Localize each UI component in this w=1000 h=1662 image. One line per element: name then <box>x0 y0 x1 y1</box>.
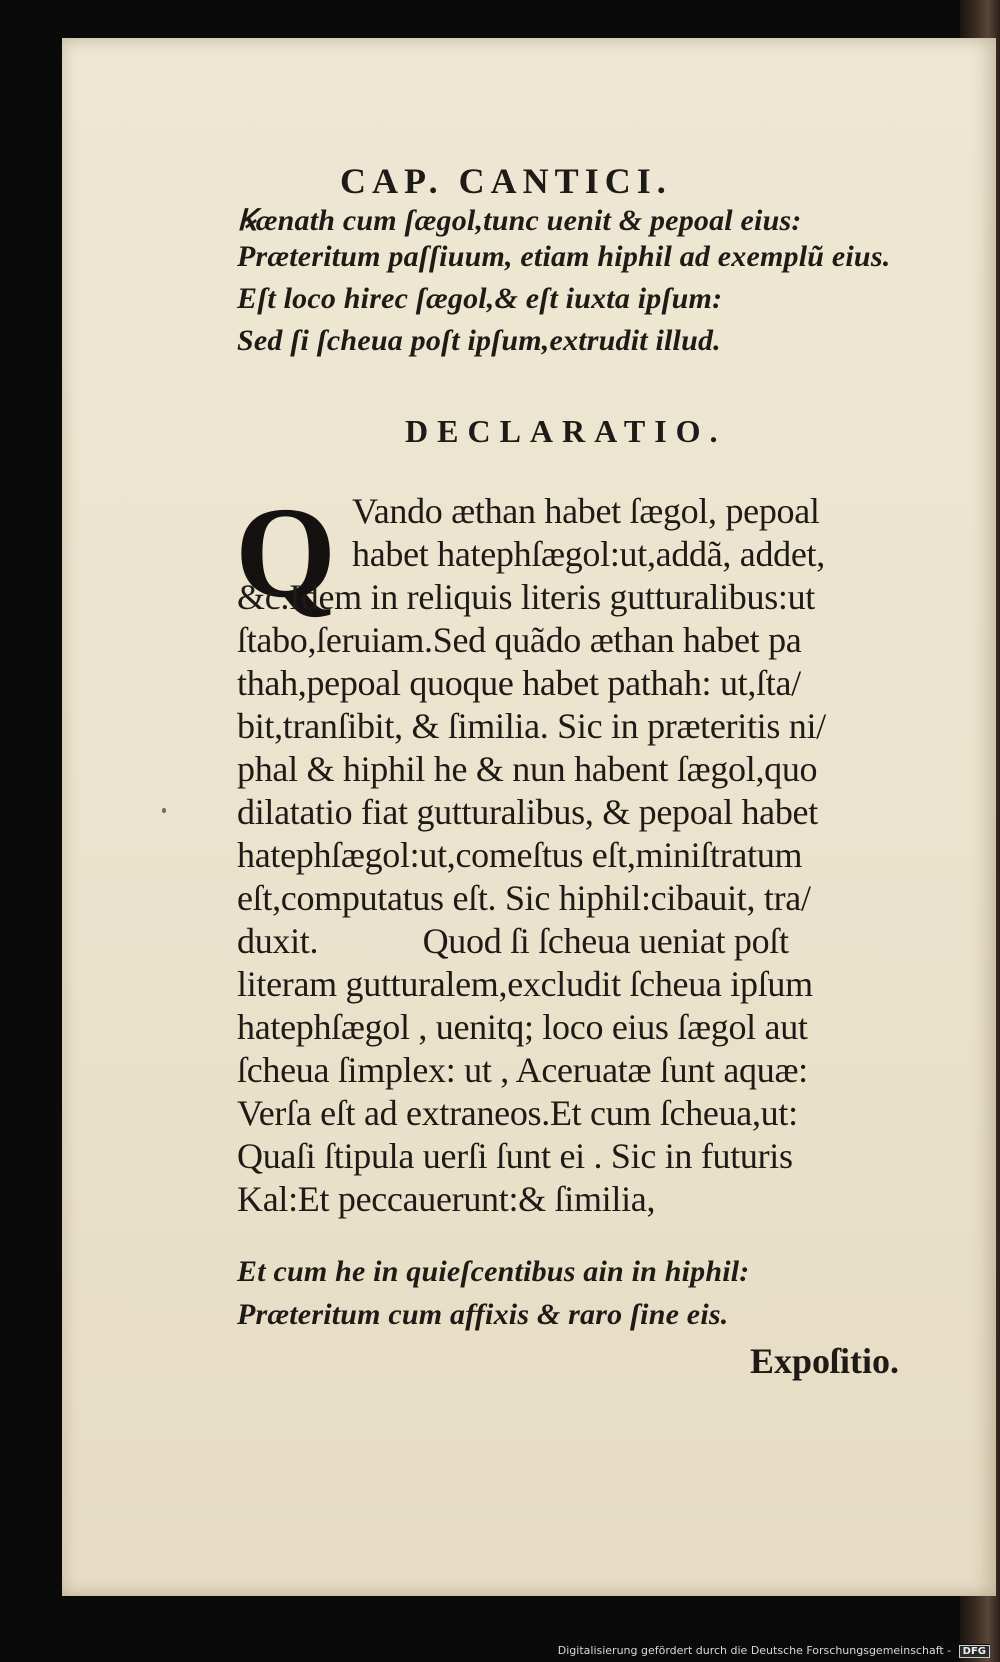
expositio-heading: Expoſitio. <box>750 1341 900 1381</box>
body-line: thah,pepoal quoque habet pathah: ut,ſta/ <box>237 663 801 703</box>
credit-text: Digitalisierung gefördert durch die Deutsche Forschungsgemeinschaft - <box>557 1644 952 1657</box>
verse-line: Præteritum paſſiuum, etiam hiphil ad exemplũ eius. <box>237 240 891 273</box>
body-line: phal & hiphil he & nun habent ſægol,quo <box>237 749 818 789</box>
body-line: Verſa eſt ad extraneos.Et cum ſcheua,ut: <box>237 1093 798 1133</box>
verse-line: Et cum he in quieſcentibus ain in hiphil: <box>237 1255 750 1288</box>
body-line: habet hatephſægol:ut,addã, addet, <box>352 534 825 574</box>
verse-line: Ꝃænath cum ſægol,tunc uenit & pepoal eius: <box>237 204 802 237</box>
body-line: hatephſægol , uenitq; loco eius ſægol aut <box>237 1007 808 1047</box>
body-line: bit,tranſibit, & ſimilia. Sic in præteritis ni/ <box>237 706 826 746</box>
ink-speck <box>162 808 166 813</box>
dfg-logo-icon: DFG <box>959 1645 990 1658</box>
body-line: literam gutturalem,excludit ſcheua ipſum <box>237 964 813 1004</box>
body-line: duxit. Quod ſi ſcheua ueniat poſt <box>237 921 789 961</box>
body-line: Vando æthan habet ſægol, pepoal <box>352 491 820 531</box>
body-line: &c.Idem in reliquis literis gutturalibus:ut <box>237 577 816 617</box>
digitization-credit <box>558 1644 990 1658</box>
body-line: hatephſægol:ut,comeſtus eſt,miniſtratum <box>237 835 803 875</box>
body-line: Kal:Et peccauerunt:& ſimilia, <box>237 1179 656 1219</box>
verse-line: Eſt loco hirec ſægol,& eſt iuxta ipſum: <box>237 282 723 315</box>
body-line: dilatatio fiat gutturalibus, & pepoal habet <box>237 792 818 832</box>
section-title: DECLARATIO. <box>405 413 727 449</box>
chapter-header: CAP. CANTICI. <box>340 161 672 201</box>
verse-line: Sed ſi ſcheua poſt ipſum,extrudit illud. <box>237 324 721 357</box>
body-line: Quaſi ſtipula uerſi ſunt ei . Sic in futuris <box>237 1136 793 1176</box>
drop-cap: Q <box>235 481 337 625</box>
body-line: ſcheua ſimplex: ut , Aceruatæ ſunt aquæ: <box>237 1050 808 1090</box>
body-line: eſt,computatus eſt. Sic hiphil:cibauit, tra/ <box>237 878 811 918</box>
body-line: ſtabo,ſeruiam.Sed quãdo æthan habet pa <box>237 620 802 660</box>
verse-line: Præteritum cum affixis & raro ſine eis. <box>237 1298 729 1331</box>
